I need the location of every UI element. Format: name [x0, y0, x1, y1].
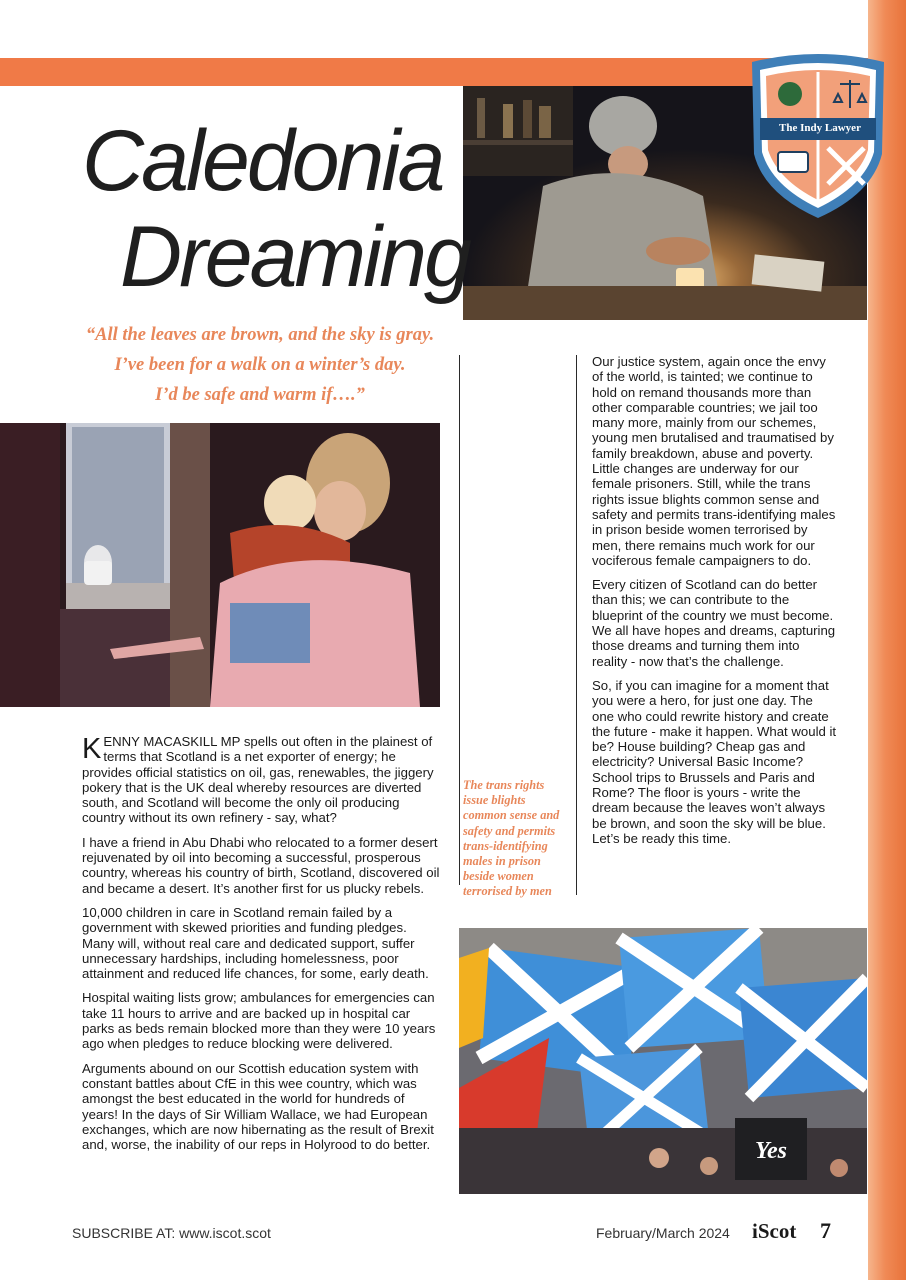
column-rule-left	[459, 355, 460, 885]
column-rule-right	[576, 355, 577, 895]
body-paragraph: I have a friend in Abu Dhabi who relocated to a former desert rejuvenated by oil into becoming a successful, prosperous country, whereas his country of birth, Scotland, discovered oil and became a desert. It’s another first for us plucky rebels.	[82, 834, 440, 896]
lead-text: ENNY MACASKILL MP spells out often in the plainest of terms that Scotland is a net exporter of energy; he provides official statistics on oil, gas, renewables, the jiggery pokery that is the UK deal whereby resources are diverted south, and Scotland will become the only oil producing country without its own refinery - say, what?	[82, 734, 434, 826]
body-paragraph: So, if you can imagine for a moment that you were a hero, for just one day. The one who could rewrite history and create the future - make it happen. What would it be? House building? Cheap gas and electricity? Universal Basic Income? School trips to Brussels and Paris and Rome? The floor is yours - write the dream because the leaves won’t always be brown, and soon the sky will be blue. Let’s be ready this time.	[592, 677, 837, 846]
page-number: 7	[820, 1218, 831, 1243]
photo-mother-child	[0, 423, 440, 707]
bus-icon	[778, 152, 808, 172]
opening-quote	[70, 320, 450, 410]
article-title-line2: Dreaming	[120, 209, 469, 305]
quote-line: I’d be safe and warm if….”	[155, 385, 365, 405]
footer-subscribe: SUBSCRIBE AT: www.iscot.scot	[72, 1225, 271, 1241]
thistle-icon	[778, 82, 802, 106]
footer-date: February/March 2024	[596, 1225, 730, 1241]
footer-brand-logo: iScot	[752, 1219, 797, 1243]
article-right-column	[592, 354, 838, 855]
saltire-flag	[739, 978, 867, 1098]
badge-label: The Indy Lawyer	[779, 122, 861, 134]
yes-placard-text: Yes	[755, 1138, 787, 1164]
article-title-line1: Caledonia	[82, 113, 443, 209]
quote-line: I’ve been for a walk on a winter’s day.	[114, 355, 406, 375]
indy-lawyer-badge	[742, 44, 894, 222]
body-paragraph: 10,000 children in care in Scotland remain failed by a government with skewed priorities and funding pledges. Many will, without real care and dedicated support, suffer unnecessary hardships, including homelessness, poor attainment and reduced life chances, for some, early death.	[82, 904, 429, 982]
top-orange-bar	[0, 58, 868, 86]
quote-line: “All the leaves are brown, and the sky is gray.	[85, 325, 435, 345]
yes-placard	[735, 1118, 807, 1180]
article-left-column	[82, 734, 440, 1161]
photo-saltire-rally	[459, 928, 867, 1194]
lead-paragraph	[82, 734, 440, 826]
body-paragraph: Arguments abound on our Scottish education system with constant battles about CfE in this wee country, which was amongst the best educated in the world for hundreds of years! In the days of Sir William Wallace, we had European exchanges, which are now hibernating as the result of Brexit and, worse, the inability of our reps in Holyrood to do better.	[82, 1060, 434, 1153]
drop-cap: K	[82, 733, 102, 765]
body-paragraph: Our justice system, again once the envy of the world, is tainted; we continue to hold on remand thousands more than other comparable countries; we jail too many more, mainly from our schemes, young men brutalised and traumatised by family breakdown, abuse and poverty. Little changes are underway for our female prisoners. Still, while the trans rights issue blights common sense and safety and permits trans-identifying males in prison beside women terrorised by men, there remains much work for our vociferous female campaigners to do.	[592, 354, 836, 568]
pull-quote: The trans rights issue blights common sense and safety and permits trans-identifying males in prison beside women terrorised by men	[463, 778, 560, 899]
body-paragraph: Every citizen of Scotland can do better than this; we can contribute to the blueprint of the country we must become. We all have hopes and dreams, capturing those dreams and turning them into reality - now that’s the challenge.	[592, 577, 836, 669]
body-paragraph: Hospital waiting lists grow; ambulances for emergencies can take 11 hours to arrive and are backed up in hospital car parks as beds remain blocked more than they were 10 years ago when pledges to reduce blocking were delivered.	[82, 990, 436, 1052]
